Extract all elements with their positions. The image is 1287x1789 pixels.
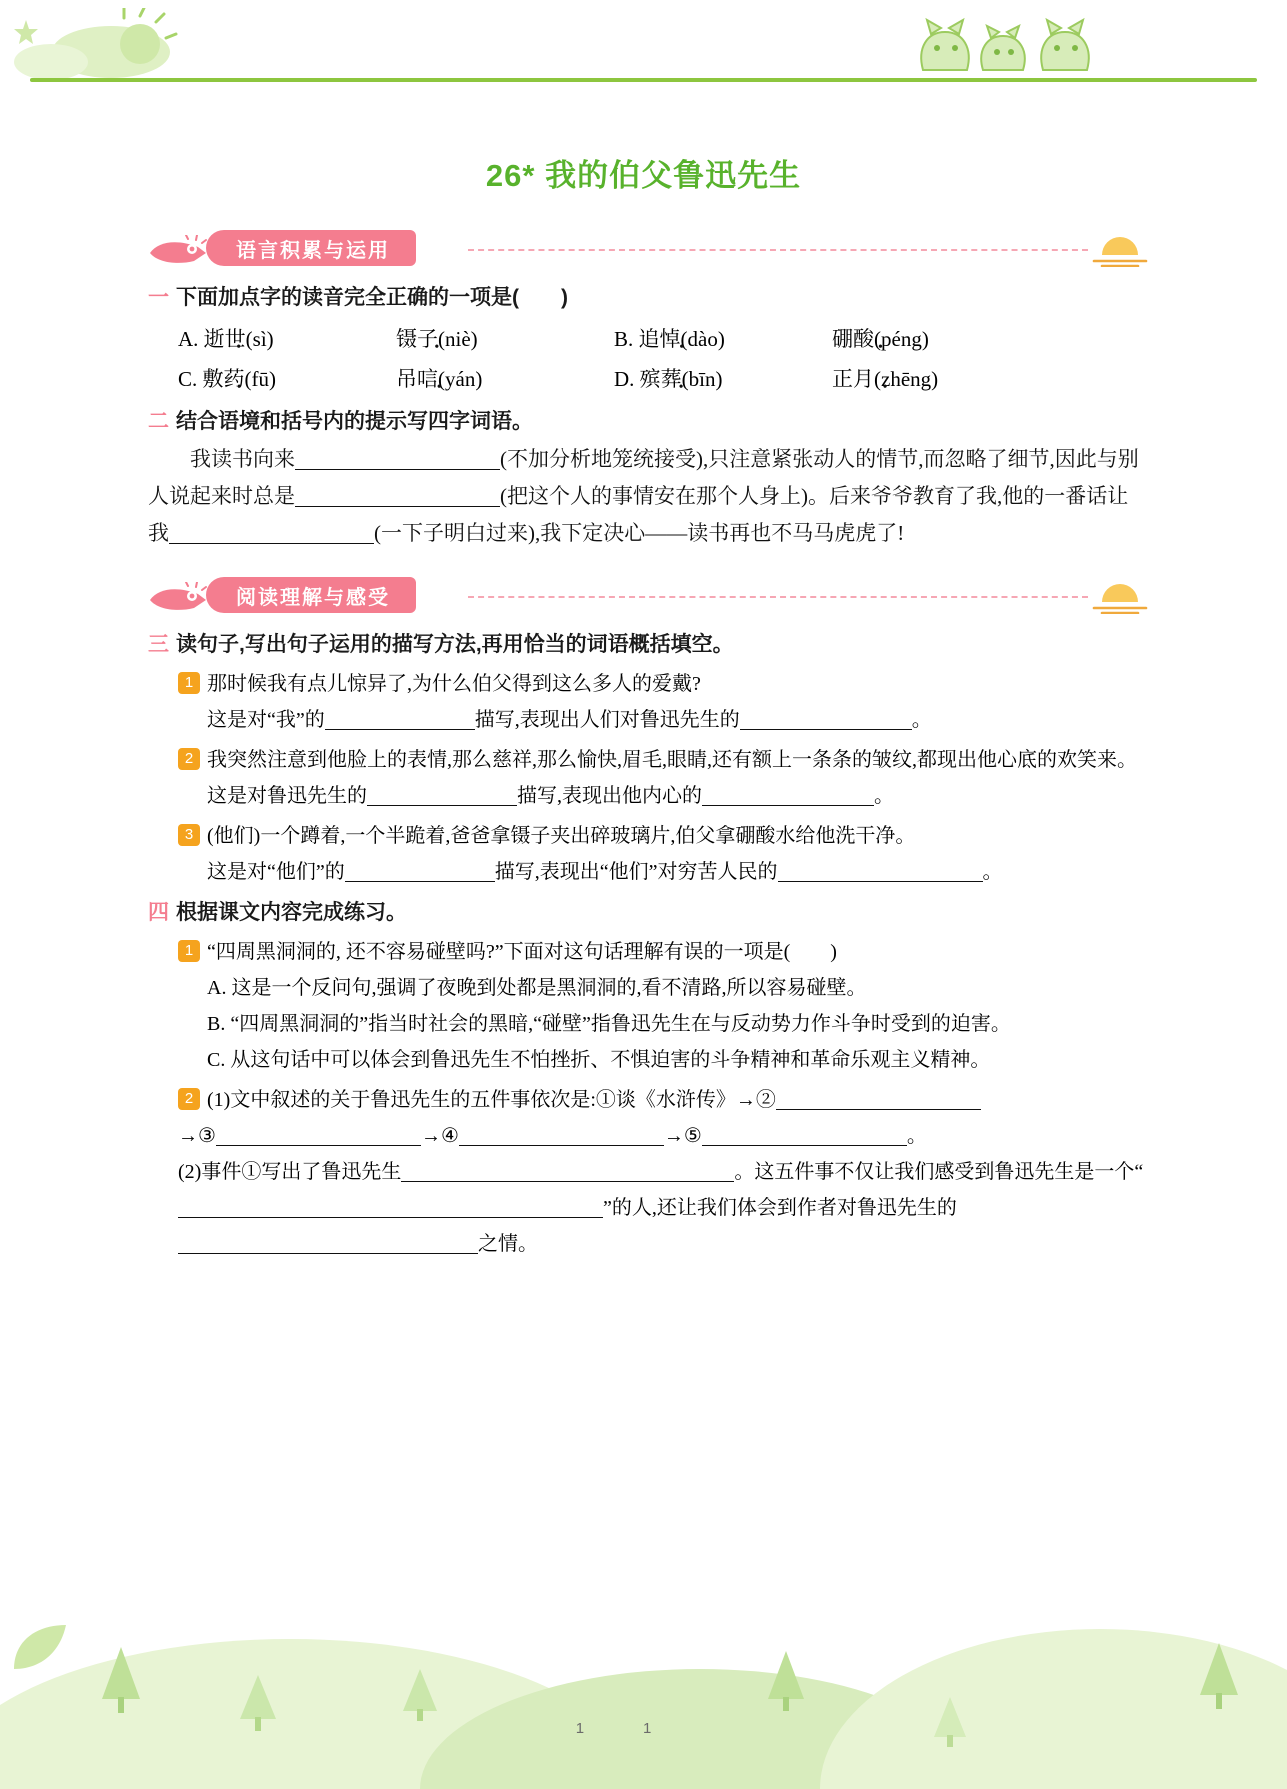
item-answer-line [207, 854, 1148, 890]
item-sub1-line2 [178, 1118, 1148, 1154]
option-a-1[interactable] [178, 319, 396, 359]
option-d-word1: 殡葬(bīn) • [640, 367, 723, 391]
option-b-2[interactable] [832, 319, 1050, 359]
question-3-heading [148, 628, 1148, 662]
option-b[interactable]: B. “四周黑洞洞的”指当时社会的黑暗,“碰壁”指鲁迅先生在与反动势力作斗争时受到的迫害。 [207, 1013, 1011, 1035]
option-b-1[interactable] [614, 319, 832, 359]
question-1-prompt: 下面加点字的读音完全正确的一项是( ) [176, 286, 568, 309]
passage-part-2: (不加分析地笼统接受),只注意紧张动人的情节,而忽略了细节,因此与别人说起来时总是 [148, 447, 1139, 508]
question-1-heading [148, 281, 1148, 315]
option-tag: B. [614, 327, 634, 351]
fill-blank[interactable] [776, 1085, 981, 1110]
seq-end-punct: 。 [906, 1125, 927, 1147]
fill-blank[interactable] [178, 1229, 478, 1254]
question-4-item-1 [148, 934, 1148, 1078]
fill-blank[interactable] [345, 857, 495, 882]
fill-blank[interactable] [702, 1121, 907, 1146]
fill-blank[interactable] [367, 781, 517, 806]
question-2-heading [148, 405, 1148, 439]
fill-blank[interactable] [778, 857, 983, 882]
fill-blank[interactable] [740, 705, 912, 730]
item-answer-line [207, 778, 1148, 814]
question-1-options [178, 319, 1148, 399]
fill-blank[interactable] [295, 445, 500, 470]
sunrise-icon [1092, 231, 1148, 267]
section-label: 阅读理解与感受 [206, 577, 416, 613]
bird-icon [148, 582, 210, 612]
answer-text-b: 描写,表现出“他们”对穷苦人民的 [494, 861, 778, 883]
option-a[interactable]: A. 这是一个反问句,强调了夜晚到处都是黑洞洞的,看不清路,所以容易碰壁。 [207, 977, 867, 999]
option-c-1[interactable] [178, 359, 396, 399]
item-badge: 3 [178, 824, 200, 846]
sunrise-icon [1092, 578, 1148, 614]
question-4-item-2 [148, 1082, 1148, 1262]
page-number-secondary: 1 [642, 1720, 712, 1737]
section-label: 语言积累与运用 [206, 230, 416, 266]
fill-blank[interactable] [216, 1121, 421, 1146]
question-3-item-2 [148, 742, 1148, 814]
question-1-number: 一 [148, 286, 169, 309]
seq-5-label: →⑤ [663, 1125, 702, 1147]
option-c-word2: 吊唁(yán) • [396, 367, 482, 391]
fill-blank[interactable] [459, 1121, 664, 1146]
section-banner-language [148, 227, 1148, 273]
banner-dash-divider [468, 596, 1088, 598]
question-3-number: 三 [148, 633, 169, 656]
question-4-heading [148, 896, 1148, 930]
item-sub1-text: (1)文中叙述的关于鲁迅先生的五件事依次是:①谈《水浒传》→② [207, 1089, 776, 1111]
option-tag: C. [178, 367, 198, 391]
question-3-item-1 [148, 666, 1148, 738]
question-3-prompt: 读句子,写出句子运用的描写方法,再用恰当的词语概括填空。 [176, 633, 734, 656]
item-badge: 2 [178, 1088, 200, 1110]
sub2-text-d: 之情。 [478, 1233, 538, 1255]
fill-blank[interactable] [178, 1193, 603, 1218]
fill-blank[interactable] [169, 519, 374, 544]
question-3-item-3 [148, 818, 1148, 890]
question-2-number: 二 [148, 410, 169, 433]
page-title: 26* 我的伯父鲁迅先生 [485, 158, 802, 193]
item-badge: 1 [178, 940, 200, 962]
answer-text-b: 描写,表现出他内心的 [517, 785, 702, 807]
passage-part-4: (一下子明白过来),我下定决心——读书再也不马马虎虎了! [374, 521, 905, 545]
option-d-1[interactable] [614, 359, 832, 399]
option-b-word2: 硼酸(péng) • [832, 327, 929, 351]
fill-blank[interactable] [295, 482, 500, 507]
bird-icon [148, 235, 210, 265]
option-tag: A. [178, 327, 199, 351]
fill-blank[interactable] [401, 1157, 734, 1182]
answer-text-a: 这是对鲁迅先生的 [207, 785, 367, 807]
question-4-prompt: 根据课文内容完成练习。 [176, 901, 407, 924]
sub2-text-a: (2)事件①写出了鲁迅先生 [178, 1161, 402, 1183]
answer-text-a: 这是对“他们”的 [207, 861, 345, 883]
answer-text-b: 描写,表现出人们对鲁迅先生的 [474, 709, 740, 731]
answer-text-c: 。 [911, 709, 932, 731]
passage-part-1: 我读书向来 [190, 447, 295, 471]
option-row [178, 359, 1148, 399]
option-a-2[interactable] [396, 319, 614, 359]
seq-4-label: →④ [420, 1125, 459, 1147]
item-answer-line [207, 702, 1148, 738]
item-quote: 那时候我有点儿惊异了,为什么伯父得到这么多人的爱戴? [207, 673, 701, 695]
banner-dash-divider [468, 249, 1088, 251]
item-stem: “四周黑洞洞的, 还不容易碰壁吗?”下面对这句话理解有误的一项是( ) [207, 941, 837, 963]
option-c[interactable]: C. 从这句话中可以体会到鲁迅先生不怕挫折、不惧迫害的斗争精神和革命乐观主义精神。 [207, 1049, 991, 1071]
section-banner-reading [148, 574, 1148, 620]
fill-blank[interactable] [702, 781, 874, 806]
sub2-text-c: ”的人,还让我们体会到作者对鲁迅先生的 [603, 1197, 957, 1219]
option-d-2[interactable] [832, 359, 1050, 399]
option-d-word2: 正月(zhēng) • [832, 367, 938, 391]
item-sub2-line [178, 1154, 1148, 1262]
option-a-word2: 镊子(niè) • [396, 327, 478, 351]
item-badge: 2 [178, 748, 200, 770]
sub2-text-b: 。这五件事不仅让我们感受到鲁迅先生是一个“ [734, 1161, 1144, 1183]
item-quote: (他们)一个蹲着,一个半跪着,爸爸拿镊子夹出碎玻璃片,伯父拿硼酸水给他洗干净。 [207, 825, 916, 847]
item-badge: 1 [178, 672, 200, 694]
fill-blank[interactable] [325, 705, 475, 730]
option-tag: D. [614, 367, 635, 391]
worksheet-body [148, 215, 1148, 1262]
item-quote: 我突然注意到他脸上的表情,那么慈祥,那么愉快,眉毛,眼睛,还有额上一条条的皱纹,都现出他心底的欢笑来。 [207, 749, 1137, 771]
option-row [178, 319, 1148, 359]
option-c-2[interactable] [396, 359, 614, 399]
page-number: 1 [575, 1720, 643, 1737]
question-2-passage [148, 441, 1148, 552]
question-4-number: 四 [148, 901, 169, 924]
option-b-word1: 追悼(dào) • [639, 327, 725, 351]
answer-text-c: 。 [982, 861, 1003, 883]
page-footer [0, 1720, 1287, 1737]
question-2-prompt: 结合语境和括号内的提示写四字词语。 [176, 410, 533, 433]
passage-part-3: (把这个人的事情安在那个人身上)。后来爷爷教育了我,他的一番话让我 [148, 484, 1129, 545]
seq-3-label: →③ [178, 1125, 216, 1147]
option-a-word1: 逝世(sì) • [204, 327, 274, 351]
option-c-word1: 敷药(fū) • [203, 367, 276, 391]
answer-text-a: 这是对“我”的 [207, 709, 325, 731]
answer-text-c: 。 [874, 785, 894, 807]
